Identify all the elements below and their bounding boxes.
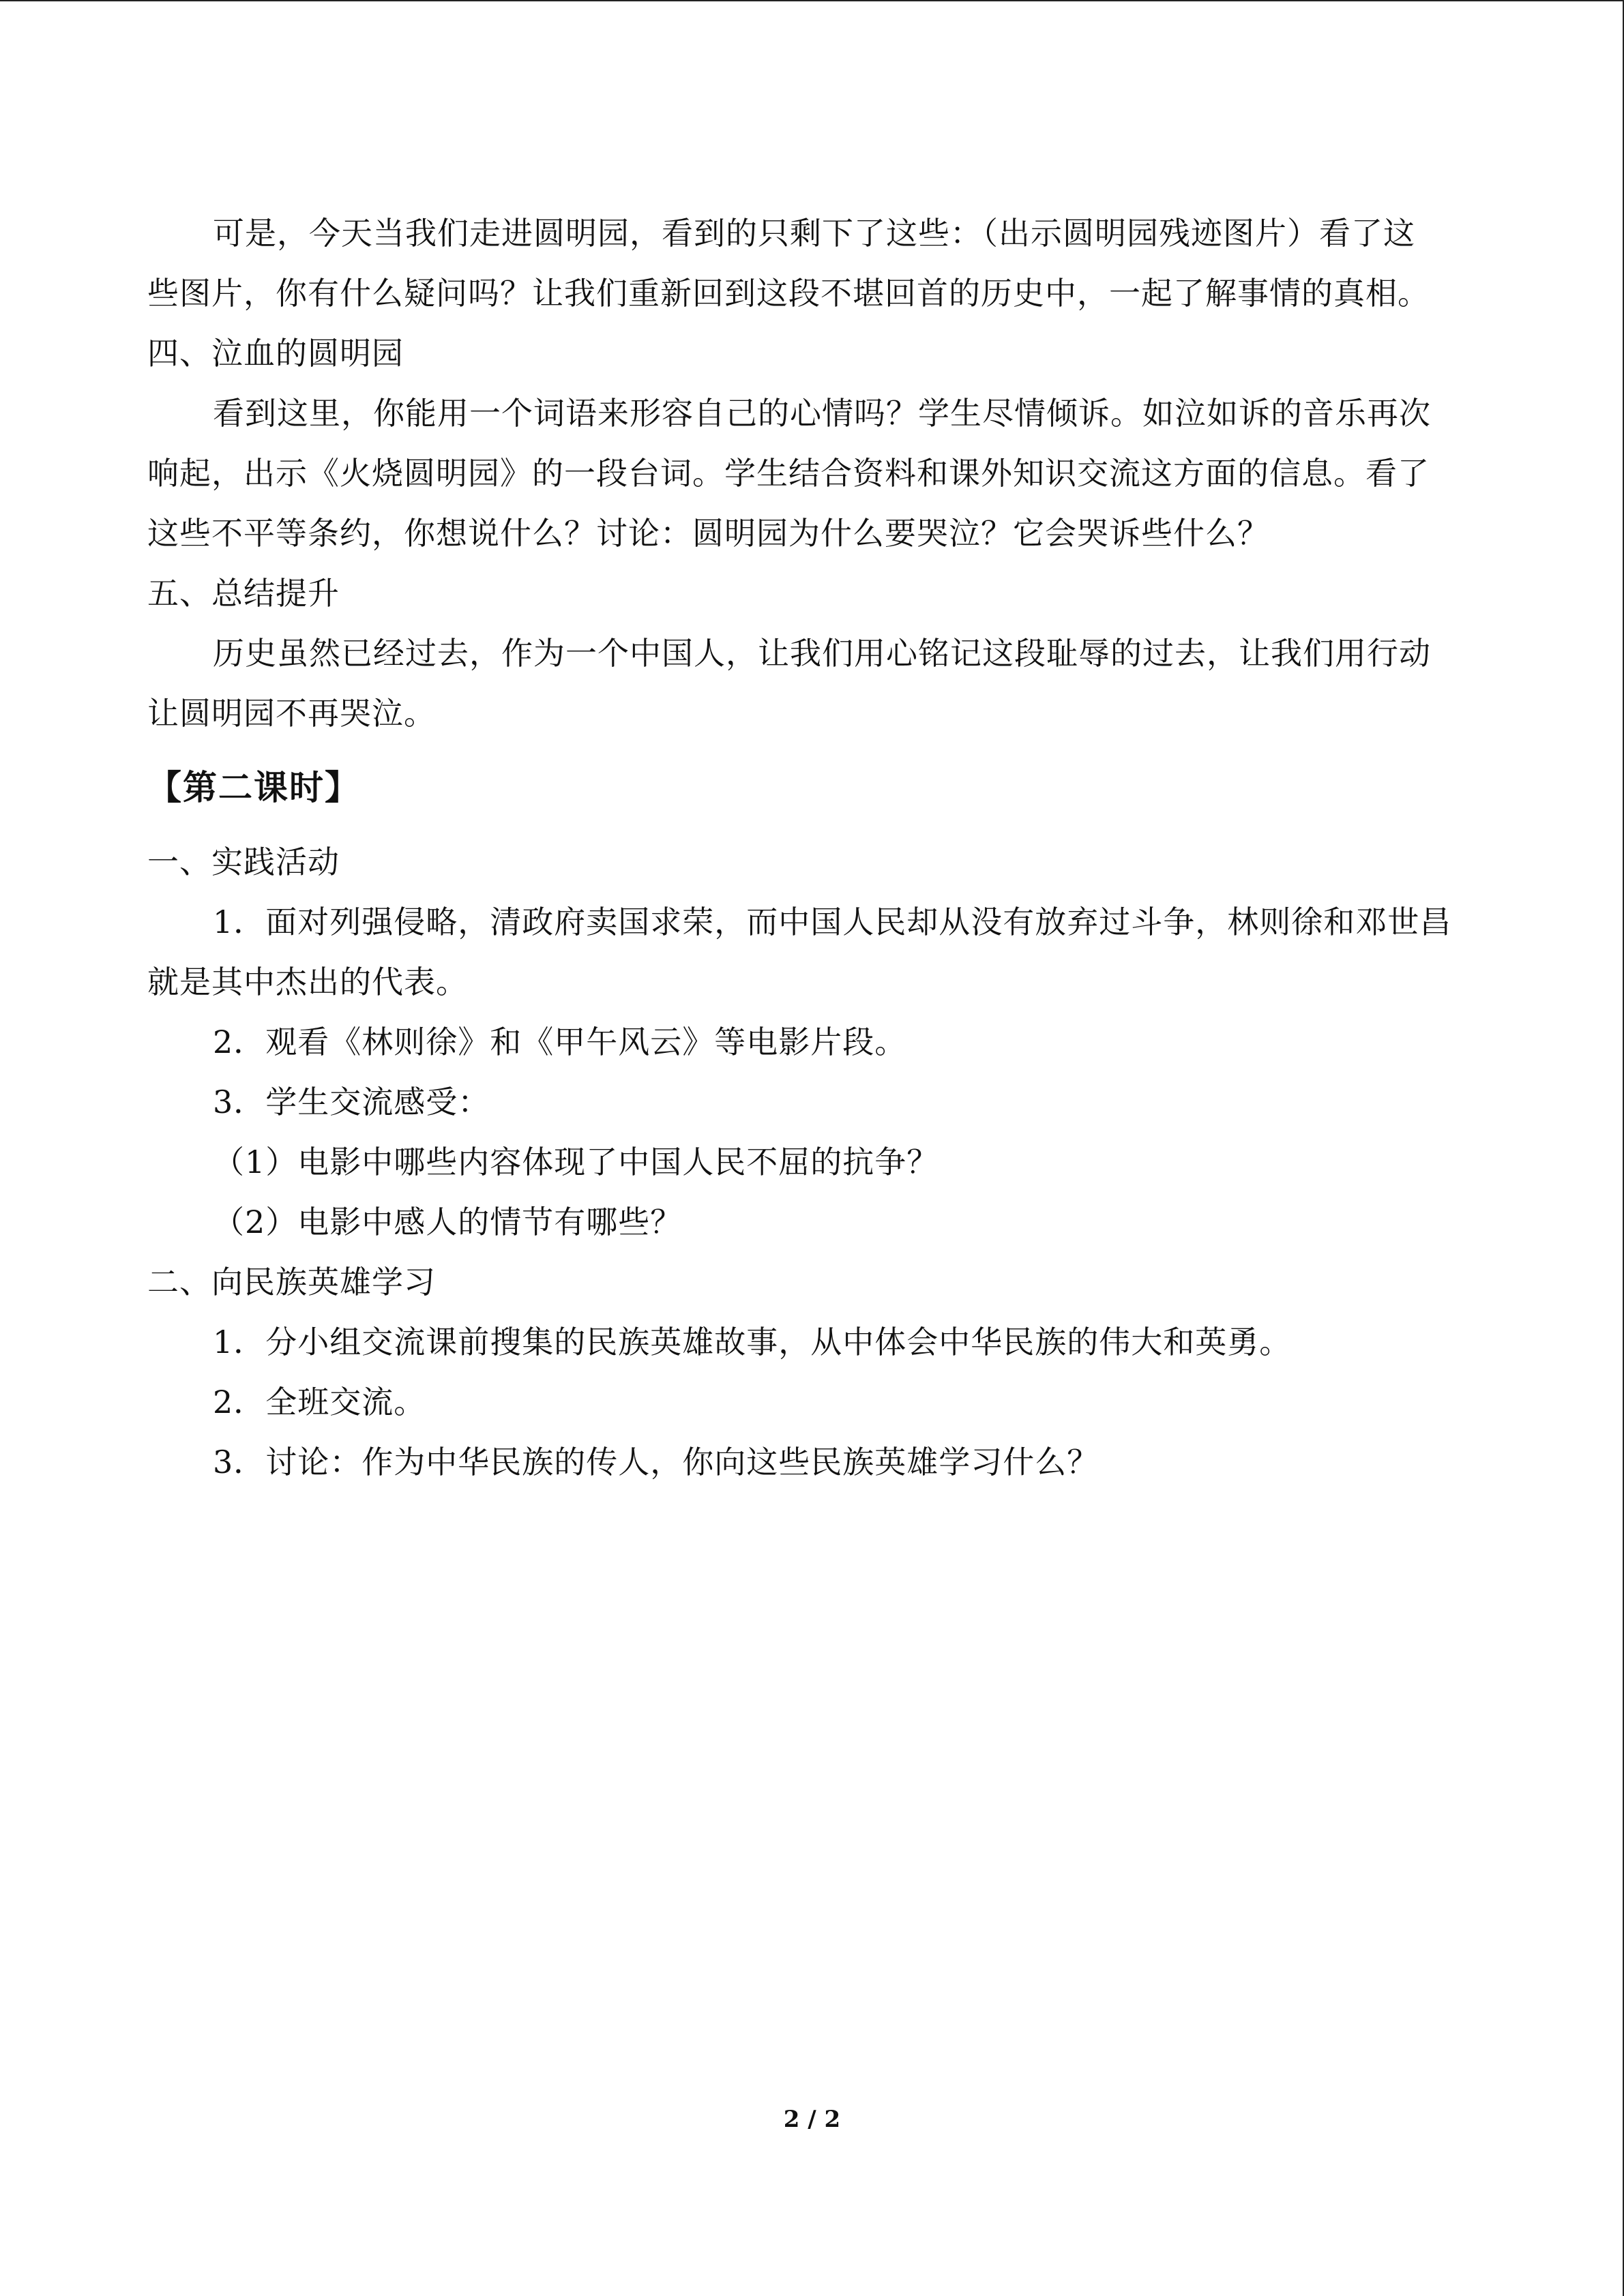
section-heading-b: 二、向民族英雄学习 [147,1264,436,1300]
paragraph-line: 历史虽然已经过去，作为一个中国人，让我们用心铭记这段耻辱的过去，让我们用行动 [213,635,1431,672]
paragraph-line: 让圆明园不再哭泣。 [147,695,436,732]
paragraph-line: 这些不平等条约，你想说什么？讨论：圆明园为什么要哭泣？它会哭诉些什么？ [147,515,1269,552]
paragraph-line: 可是，今天当我们走进圆明园，看到的只剩下了这些：（出示圆明园残迹图片）看了这 [213,215,1415,252]
document-body [147,203,1477,1492]
paragraph-line: 看到这里，你能用一个词语来形容自己的心情吗？学生尽情倾诉。如泣如诉的音乐再次 [213,395,1431,432]
section-heading-a: 一、实践活动 [147,844,340,880]
list-item: 2．全班交流。 [213,1384,426,1420]
list-item: 1．分小组交流课前搜集的民族英雄故事，从中体会中华民族的伟大和英勇。 [213,1324,1292,1360]
list-item-continuation: 就是其中杰出的代表。 [147,964,468,1000]
page-number: 2 / 2 [783,2106,841,2133]
list-item: 3．讨论：作为中华民族的传人，你向这些民族英雄学习什么？ [213,1444,1099,1480]
list-item: 1．面对列强侵略，清政府卖国求荣，而中国人民却从没有放弃过斗争，林则徐和邓世昌 [213,904,1452,940]
section-heading-4: 四、泣血的圆明园 [147,335,404,372]
sub-question: （2）电影中感人的情节有哪些？ [213,1204,683,1240]
section-heading-5: 五、总结提升 [147,575,340,612]
paragraph-line: 响起，出示《火烧圆明园》的一段台词。学生结合资料和课外知识交流这方面的信息。看了 [147,455,1430,492]
paragraph-line: 些图片，你有什么疑问吗？让我们重新回到这段不堪回首的历史中，一起了解事情的真相。 [147,275,1430,312]
sub-question: （1）电影中哪些内容体现了中国人民不屈的抗争？ [213,1144,939,1180]
list-item: 3．学生交流感受： [213,1084,490,1120]
lesson-two-heading: 【第二课时】 [147,768,360,807]
list-item: 2．观看《林则徐》和《甲午风云》等电影片段。 [213,1024,907,1060]
